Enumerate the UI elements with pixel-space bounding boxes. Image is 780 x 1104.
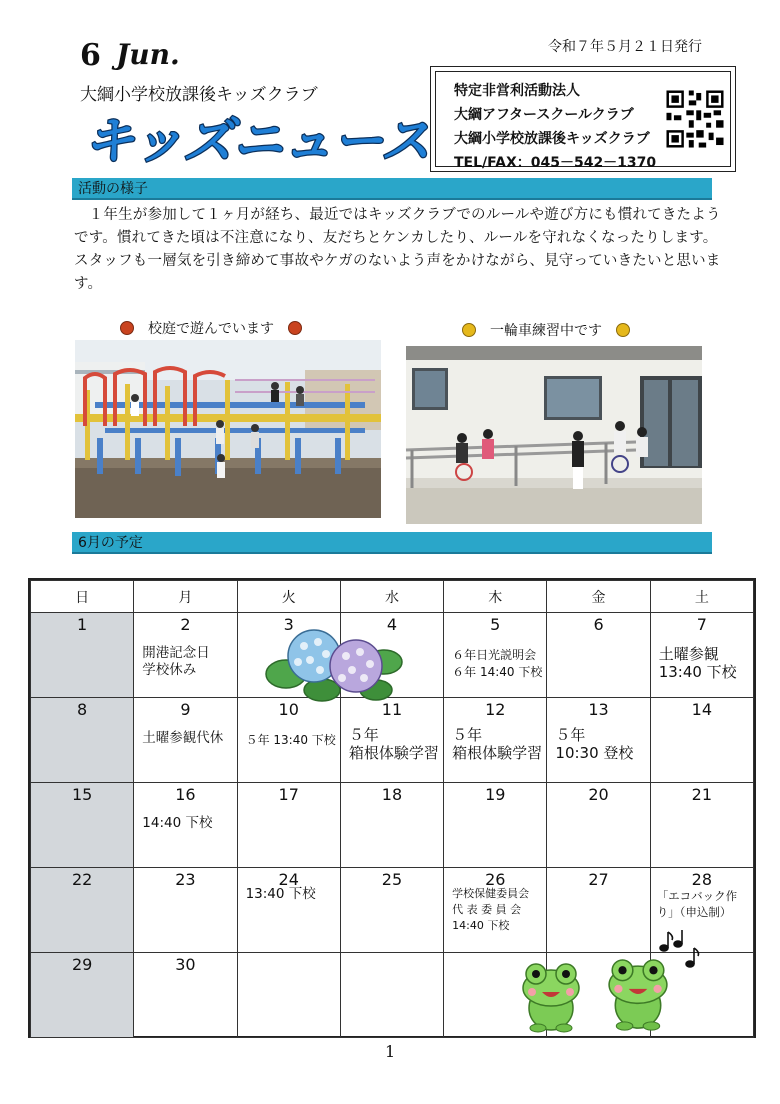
- day-note: ５年 13:40 下校: [245, 733, 336, 747]
- day-cell: [340, 783, 443, 868]
- calendar-week-row: [31, 868, 754, 953]
- org-name: 大綱アフタースクールクラブ: [454, 107, 634, 123]
- day-cell: [444, 698, 547, 783]
- photo2-caption-row: [462, 320, 630, 340]
- day-note: 開港記念日 学校休み: [142, 645, 210, 678]
- day-note: 学校保健委員会 代 表 委 員 会 14:40 下校: [452, 887, 530, 932]
- day-number: 26: [485, 870, 506, 889]
- day-number: 18: [381, 785, 403, 804]
- day-note: 土曜参観 13:40 下校: [658, 645, 737, 681]
- weekday-sat: 土: [650, 581, 753, 613]
- day-number: 11: [381, 700, 403, 719]
- day-number: 21: [691, 785, 713, 804]
- day-note: ６年日光説明会 ６年 14:40 下校: [452, 648, 543, 679]
- frog-icon: [520, 958, 582, 1034]
- day-cell: [31, 698, 134, 783]
- org-type: 特定非営利活動法人: [454, 83, 580, 99]
- day-number: 16: [175, 785, 196, 804]
- day-number: 4: [386, 615, 398, 634]
- news-title-text: キッズニュース: [84, 112, 431, 170]
- day-cell: [650, 698, 753, 783]
- day-note: ５年 10:30 登校: [555, 726, 634, 762]
- day-number: 17: [278, 785, 299, 804]
- weekday-header-row: [31, 581, 754, 613]
- day-cell: [31, 868, 134, 953]
- month-number: 6: [80, 38, 101, 73]
- day-cell: [547, 783, 650, 868]
- day-cell: [134, 953, 237, 1038]
- day-number: 1: [77, 615, 88, 634]
- weekday-fri: 金: [547, 581, 650, 613]
- schedule-heading: 6月の予定: [72, 532, 712, 554]
- calendar-week-row: [31, 698, 754, 783]
- day-note: 「エコバック作 り」（申込制）: [656, 889, 738, 919]
- basketball-icon: [120, 321, 134, 335]
- day-cell: [237, 953, 340, 1038]
- news-title-logo: [78, 104, 431, 170]
- day-cell: [340, 868, 443, 953]
- day-cell: [31, 613, 134, 698]
- day-cell: [444, 868, 547, 953]
- qr-code-icon[interactable]: [664, 88, 726, 150]
- day-cell: [650, 783, 753, 868]
- day-note: 土曜参観代休: [142, 730, 224, 746]
- day-number: 22: [71, 870, 93, 889]
- day-cell: [31, 953, 134, 1038]
- day-cell: [650, 613, 753, 698]
- basketball-icon: [288, 321, 302, 335]
- day-cell: [340, 698, 443, 783]
- weekday-wed: 水: [340, 581, 443, 613]
- day-cell: [237, 698, 340, 783]
- day-cell: [340, 953, 443, 1038]
- day-note: 14:40 下校: [142, 815, 213, 831]
- day-number: 15: [71, 785, 93, 804]
- day-cell: [134, 613, 237, 698]
- day-cell: [237, 868, 340, 953]
- weekday-sun: 日: [31, 581, 134, 613]
- day-number: 13: [588, 700, 609, 719]
- day-cell: [237, 783, 340, 868]
- day-number: 2: [180, 615, 191, 634]
- day-cell: [134, 783, 237, 868]
- day-number: 30: [175, 955, 196, 974]
- activity-heading: 活動の様子: [72, 178, 712, 200]
- unicycle-photo: [406, 346, 702, 524]
- photo2-caption: 一輪車練習中です: [490, 323, 602, 339]
- day-number: 25: [381, 870, 403, 889]
- photo1-caption-row: [120, 318, 302, 338]
- day-cell: [444, 783, 547, 868]
- day-note: ５年 箱根体験学習: [452, 726, 543, 762]
- playground-photo: [75, 340, 381, 518]
- weekday-mon: 月: [134, 581, 237, 613]
- day-number: 5: [490, 615, 501, 634]
- activity-text: １年生が参加して１ヶ月が経ち、最近ではキッズクラブでのルールや遊び方にも慣れてきたようです。慣れてきた頃は不注意になり、友だちとケンカしたり、ルールを守れなくなったりします。スタッフも一層気を引き締めて事故やケガのないよう声をかけながら、見守っていきたいと思います。: [74, 207, 721, 292]
- day-number: 3: [283, 615, 294, 634]
- day-number: 20: [588, 785, 609, 804]
- day-cell: [547, 698, 650, 783]
- frog-icon: [606, 952, 670, 1034]
- month-name: Jun.: [116, 38, 180, 71]
- day-number: 6: [593, 615, 604, 634]
- weekday-tue: 火: [237, 581, 340, 613]
- day-number: 9: [180, 700, 191, 719]
- day-number: 24: [278, 870, 299, 889]
- issue-date: 令和７年５月２１日発行: [548, 39, 702, 55]
- organization-box: [430, 66, 736, 172]
- day-cell: [134, 698, 237, 783]
- calendar-week-row: [31, 783, 754, 868]
- day-number: 28: [691, 870, 713, 889]
- tennis-ball-icon: [462, 323, 476, 337]
- weekday-thu: 木: [444, 581, 547, 613]
- day-note: 13:40 下校: [245, 886, 316, 902]
- club-name: 大綱小学校放課後キッズクラブ: [80, 85, 318, 105]
- day-cell: [444, 613, 547, 698]
- page-number: 1: [385, 1042, 396, 1061]
- day-number: 7: [696, 615, 707, 634]
- day-number: 29: [71, 955, 93, 974]
- day-number: 27: [588, 870, 609, 889]
- org-tel: TEL/FAX：045－542－1370: [454, 155, 657, 171]
- day-number: 14: [691, 700, 713, 719]
- day-number: 19: [485, 785, 506, 804]
- tennis-ball-icon: [616, 323, 630, 337]
- day-cell: [134, 868, 237, 953]
- day-cell: [31, 783, 134, 868]
- hydrangea-icon: [266, 624, 402, 704]
- day-note: ５年 箱根体験学習: [348, 726, 439, 762]
- day-number: 8: [77, 700, 88, 719]
- day-number: 10: [278, 700, 299, 719]
- org-club: 大綱小学校放課後キッズクラブ: [454, 131, 650, 147]
- photo1-caption: 校庭で遊んでいます: [148, 321, 274, 337]
- day-cell: [547, 868, 650, 953]
- day-cell: [547, 613, 650, 698]
- day-number: 12: [485, 700, 506, 719]
- day-number: 23: [175, 870, 196, 889]
